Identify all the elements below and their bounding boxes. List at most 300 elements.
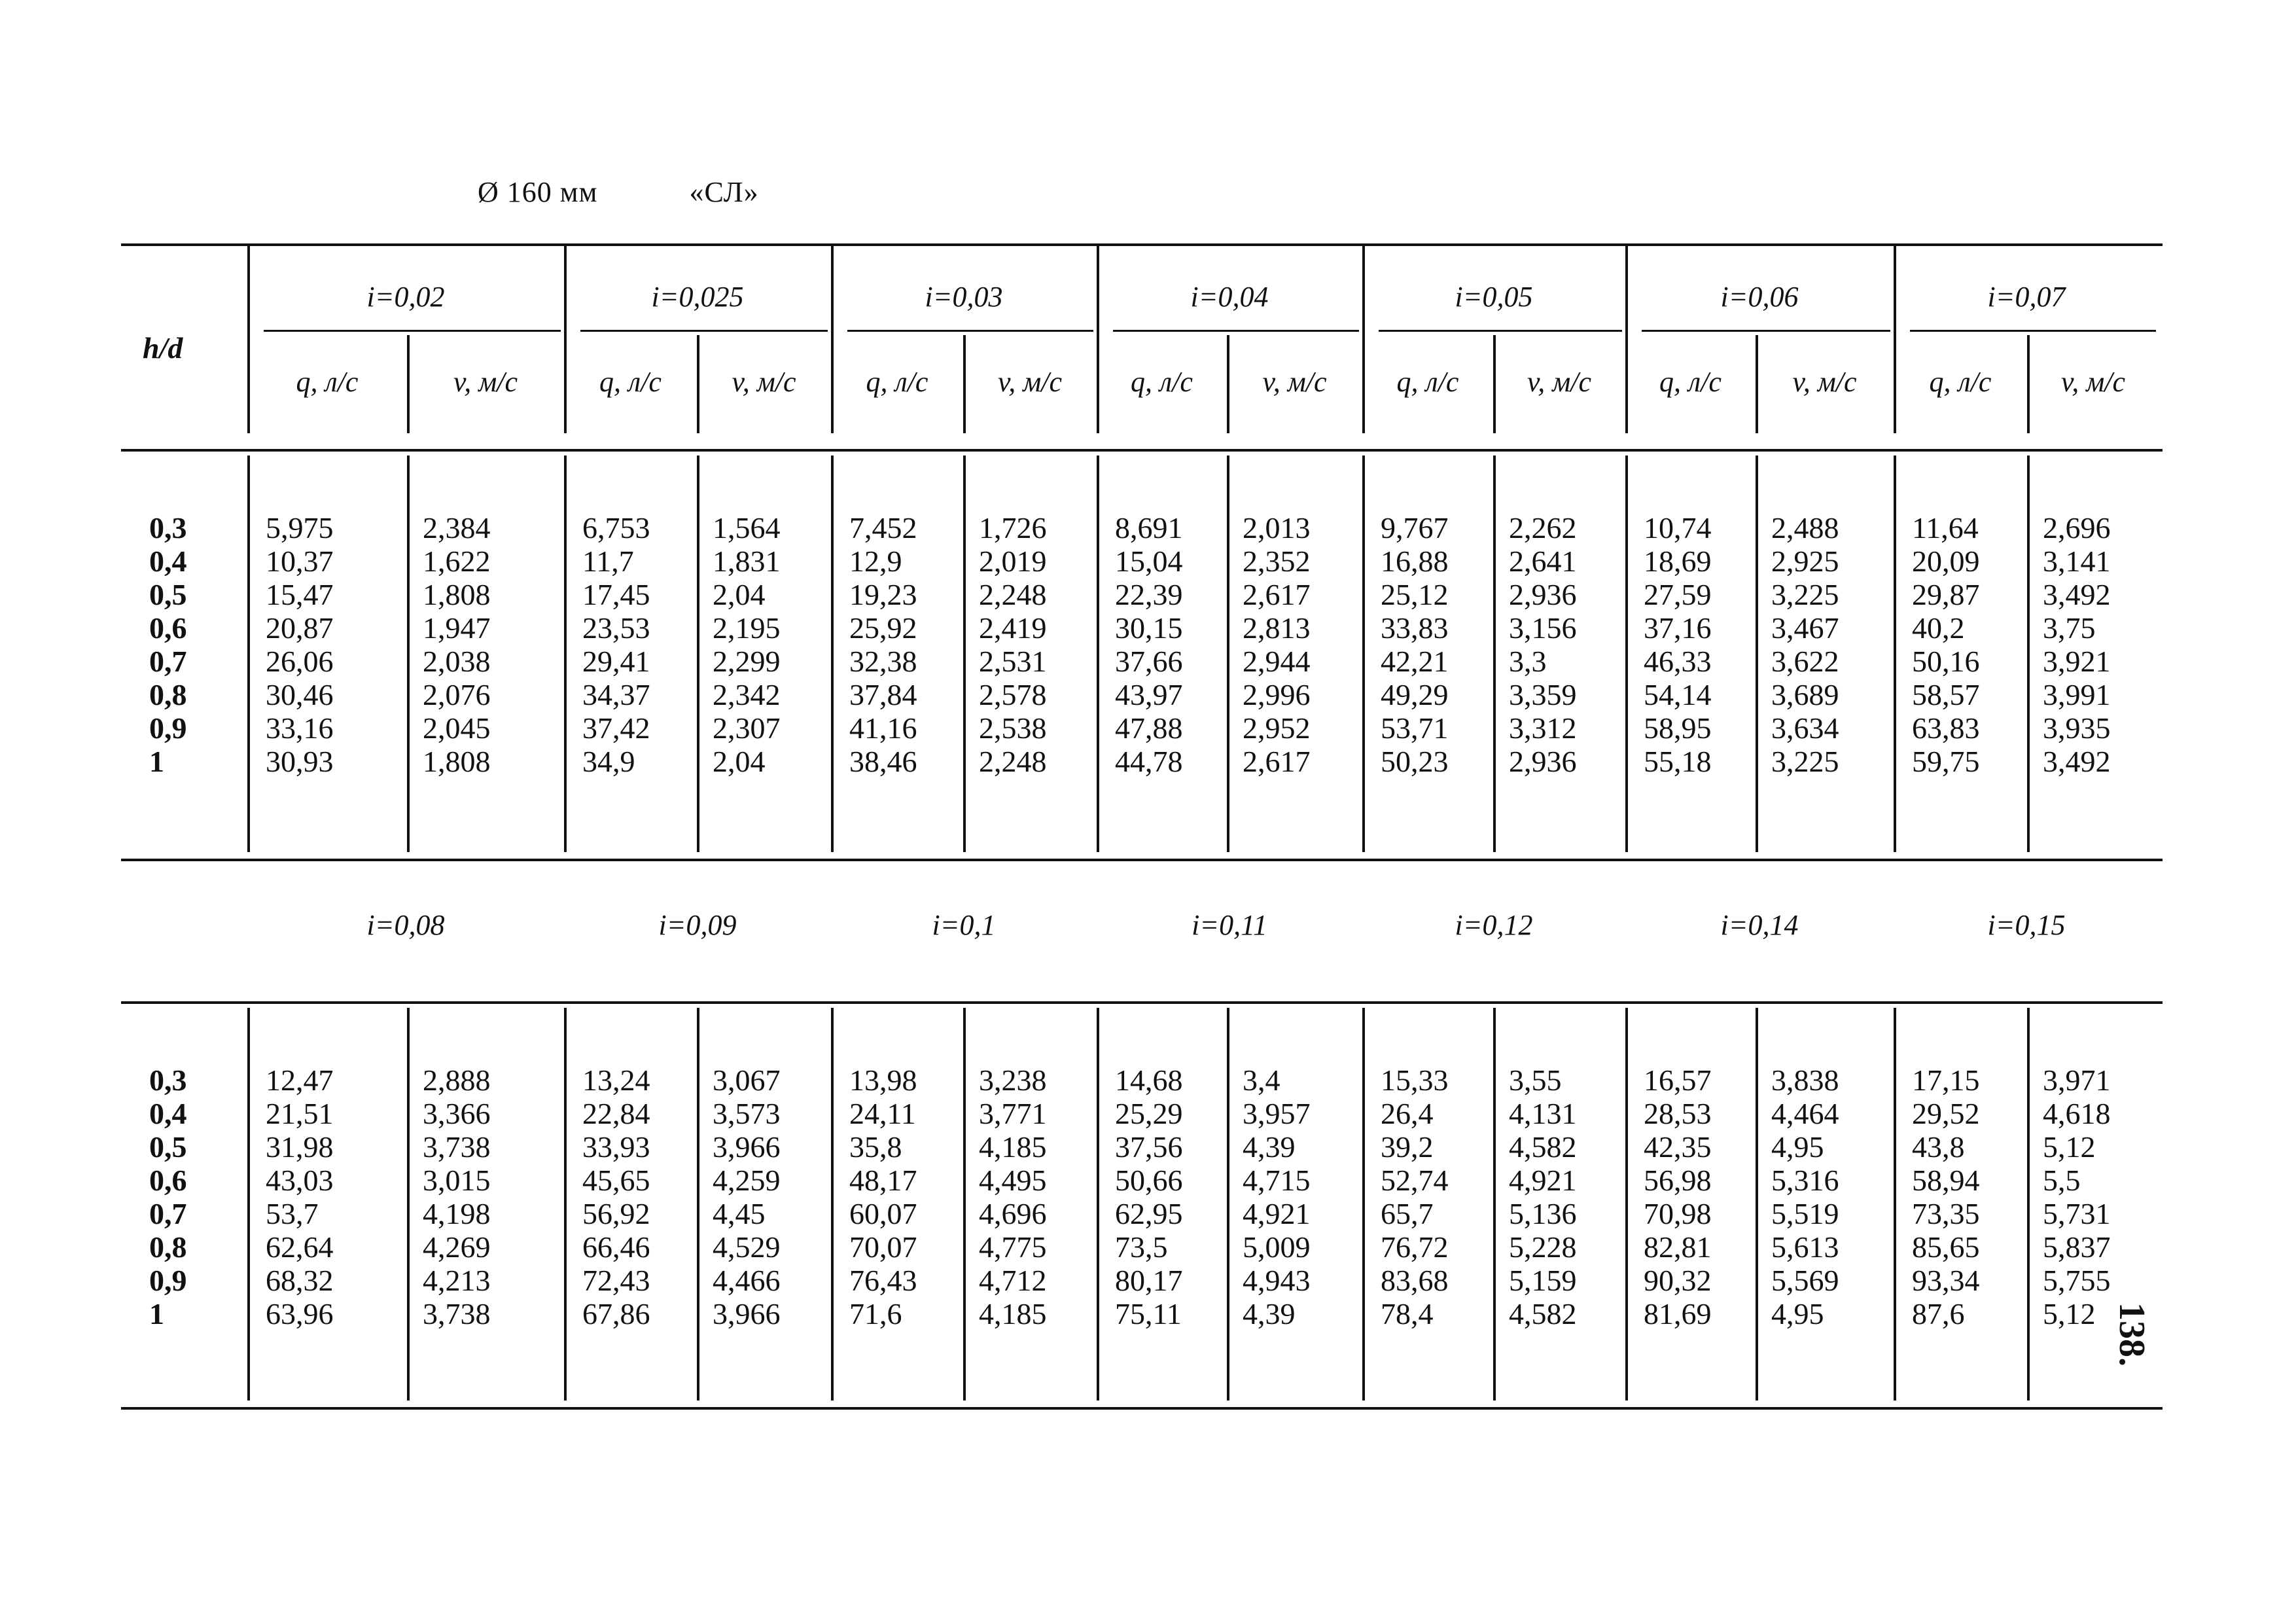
velocity-column: [1771, 511, 1839, 778]
column-divider: [1625, 455, 1628, 852]
table-cell: 93,34: [1912, 1264, 1980, 1297]
table-cell: 12,47: [266, 1063, 334, 1097]
table-cell: 25,12: [1381, 578, 1449, 611]
slope-header: i=0,15: [1987, 909, 2066, 941]
v-unit-header: v, м/с: [1262, 366, 1327, 398]
row-label: 1: [149, 745, 164, 778]
table-cell: 4,466: [713, 1264, 781, 1297]
velocity-column: [423, 511, 491, 778]
velocity-column: [1509, 1063, 1577, 1330]
slope-underline: [264, 330, 561, 332]
column-divider: [1227, 1008, 1229, 1400]
table-cell: 5,975: [266, 511, 334, 544]
slope-header: i=0,05: [1455, 281, 1533, 313]
table-cell: 3,067: [713, 1063, 781, 1097]
column-divider: [564, 1008, 567, 1400]
table-cell: 20,09: [1912, 544, 1980, 578]
table-cell: 24,11: [849, 1097, 916, 1130]
row-label: 0,7: [149, 645, 187, 678]
row-label: 0,4: [149, 544, 187, 578]
table-cell: 2,888: [423, 1063, 491, 1097]
table-cell: 43,8: [1912, 1130, 1965, 1164]
table-cell: 2,617: [1243, 745, 1311, 778]
table-cell: 3,921: [2043, 645, 2111, 678]
hd-header: h/d: [143, 331, 183, 365]
flow-column: [1912, 1063, 1980, 1330]
table-cell: 4,198: [423, 1197, 491, 1230]
column-divider: [1894, 1008, 1896, 1400]
table-cell: 5,731: [2043, 1197, 2111, 1230]
row-label: 0,4: [149, 1097, 187, 1130]
q-unit-header: q, л/с: [599, 366, 662, 398]
table-cell: 80,17: [1115, 1264, 1183, 1297]
table-cell: 70,98: [1644, 1197, 1712, 1230]
table-cell: 4,185: [979, 1297, 1047, 1330]
table-caption: [478, 175, 759, 209]
table-cell: 5,009: [1243, 1230, 1311, 1264]
table-cell: 2,531: [979, 645, 1047, 678]
table-cell: 2,538: [979, 711, 1047, 745]
velocity-column: [2043, 1063, 2111, 1330]
table-cell: 3,015: [423, 1164, 491, 1197]
table-cell: 3,971: [2043, 1063, 2111, 1097]
table-cell: 39,2: [1381, 1130, 1434, 1164]
table-cell: 15,33: [1381, 1063, 1449, 1097]
table-cell: 6,753: [582, 511, 650, 544]
table-cell: 2,952: [1243, 711, 1311, 745]
table-cell: 26,4: [1381, 1097, 1434, 1130]
table-cell: 62,64: [266, 1230, 334, 1264]
flow-column: [1912, 511, 1980, 778]
v-unit-header: v, м/с: [1527, 366, 1592, 398]
column-divider: [1625, 1008, 1628, 1400]
table-cell: 2,299: [713, 645, 781, 678]
table-cell: 5,136: [1509, 1197, 1577, 1230]
table-cell: 1,808: [423, 745, 491, 778]
table-cell: 2,262: [1509, 511, 1577, 544]
table-cell: 4,45: [713, 1197, 766, 1230]
table-cell: 3,966: [713, 1130, 781, 1164]
table-cell: 3,225: [1771, 578, 1839, 611]
table-cell: 5,519: [1771, 1197, 1839, 1230]
table-cell: 3,991: [2043, 678, 2111, 711]
column-divider: [963, 455, 966, 852]
table-cell: 4,464: [1771, 1097, 1839, 1130]
table-cell: 2,578: [979, 678, 1047, 711]
table-cell: 4,39: [1243, 1130, 1296, 1164]
table-cell: 33,93: [582, 1130, 650, 1164]
table-cell: 2,342: [713, 678, 781, 711]
table-cell: 18,69: [1644, 544, 1712, 578]
table-cell: 58,95: [1644, 711, 1712, 745]
table-cell: 71,6: [849, 1297, 902, 1330]
table-cell: 13,98: [849, 1063, 917, 1097]
table-cell: 65,7: [1381, 1197, 1434, 1230]
slope-header: i=0,03: [925, 281, 1003, 313]
table-cell: 67,86: [582, 1297, 650, 1330]
slope-header: i=0,1: [932, 909, 996, 941]
table-cell: 10,74: [1644, 511, 1712, 544]
table-cell: 3,738: [423, 1297, 491, 1330]
v-unit-header: v, м/с: [1792, 366, 1857, 398]
table-cell: 1,622: [423, 544, 491, 578]
table-cell: 53,71: [1381, 711, 1449, 745]
table-cell: 4,131: [1509, 1097, 1577, 1130]
table-cell: 4,921: [1243, 1197, 1311, 1230]
table-cell: 1,947: [423, 611, 491, 645]
row-label: 0,6: [149, 611, 187, 645]
slope-underline: [1642, 330, 1890, 332]
table-cell: 29,87: [1912, 578, 1980, 611]
table-cell: 8,691: [1115, 511, 1183, 544]
table-cell: 50,16: [1912, 645, 1980, 678]
table-cell: 82,81: [1644, 1230, 1712, 1264]
group-divider: [831, 243, 834, 433]
table-cell: 13,24: [582, 1063, 650, 1097]
table-cell: 3,771: [979, 1097, 1047, 1130]
row-label: 0,5: [149, 1130, 187, 1164]
table-cell: 3,359: [1509, 678, 1577, 711]
table-cell: 5,613: [1771, 1230, 1839, 1264]
table-cell: 29,41: [582, 645, 650, 678]
table-cell: 17,15: [1912, 1063, 1980, 1097]
group-divider: [564, 243, 567, 433]
header-divider: [2027, 335, 2030, 433]
table-cell: 3,573: [713, 1097, 781, 1130]
table-cell: 5,755: [2043, 1264, 2111, 1297]
table-cell: 2,488: [1771, 511, 1839, 544]
column-divider: [407, 455, 410, 852]
slope-header: i=0,02: [366, 281, 445, 313]
flow-column: [1115, 1063, 1183, 1330]
table-cell: 25,29: [1115, 1097, 1183, 1130]
table-cell: 7,452: [849, 511, 917, 544]
table-cell: 3,141: [2043, 544, 2111, 578]
slope-header: i=0,08: [366, 909, 445, 941]
table2-bottom-rule: [121, 1407, 2163, 1410]
row-label: 0,6: [149, 1164, 187, 1197]
table-cell: 83,68: [1381, 1264, 1449, 1297]
flow-column: [266, 511, 334, 778]
table-cell: 2,076: [423, 678, 491, 711]
flow-column: [1644, 511, 1712, 778]
table-cell: 3,838: [1771, 1063, 1839, 1097]
column-divider: [1493, 1008, 1496, 1400]
flow-column: [266, 1063, 334, 1330]
table-cell: 23,53: [582, 611, 650, 645]
table-cell: 4,529: [713, 1230, 781, 1264]
table-cell: 2,04: [713, 578, 766, 611]
column-divider: [2027, 455, 2030, 852]
table-cell: 4,582: [1509, 1130, 1577, 1164]
table-cell: 33,83: [1381, 611, 1449, 645]
q-unit-header: q, л/с: [1659, 366, 1722, 398]
table-cell: 30,46: [266, 678, 334, 711]
header-divider: [697, 335, 699, 433]
table-cell: 75,11: [1115, 1297, 1182, 1330]
group-divider: [1097, 243, 1099, 433]
column-divider: [1097, 455, 1099, 852]
table-cell: 16,88: [1381, 544, 1449, 578]
row-label: 0,9: [149, 711, 187, 745]
table-cell: 81,69: [1644, 1297, 1712, 1330]
table-cell: 22,39: [1115, 578, 1183, 611]
table-cell: 17,45: [582, 578, 650, 611]
table-cell: 4,696: [979, 1197, 1047, 1230]
slope-underline: [580, 330, 828, 332]
table-cell: 2,419: [979, 611, 1047, 645]
table-cell: 2,013: [1243, 511, 1311, 544]
table-cell: 3,3: [1509, 645, 1547, 678]
table-cell: 50,66: [1115, 1164, 1183, 1197]
group-divider: [1362, 243, 1365, 433]
table-cell: 44,78: [1115, 745, 1183, 778]
row-label: 1: [149, 1297, 164, 1330]
velocity-column: [979, 1063, 1047, 1330]
table-cell: 4,213: [423, 1264, 491, 1297]
row-label: 0,8: [149, 1230, 187, 1264]
row-label: 0,7: [149, 1197, 187, 1230]
group-divider: [1894, 243, 1896, 433]
table-cell: 4,715: [1243, 1164, 1311, 1197]
table-cell: 21,51: [266, 1097, 334, 1130]
table-cell: 4,943: [1243, 1264, 1311, 1297]
table-cell: 37,56: [1115, 1130, 1183, 1164]
table-cell: 37,66: [1115, 645, 1183, 678]
v-unit-header: v, м/с: [2060, 366, 2126, 398]
diameter-label: Ø 160 мм: [478, 176, 598, 208]
table-cell: 56,98: [1644, 1164, 1712, 1197]
table-cell: 11,7: [582, 544, 634, 578]
q-unit-header: q, л/с: [866, 366, 928, 398]
table-cell: 34,9: [582, 745, 635, 778]
table-cell: 66,46: [582, 1230, 650, 1264]
table-cell: 3,966: [713, 1297, 781, 1330]
table-bottom-rule: [121, 859, 2163, 861]
table-cell: 3,4: [1243, 1063, 1280, 1097]
row-labels: [149, 1063, 187, 1330]
column-divider: [1097, 1008, 1099, 1400]
table-cell: 3,75: [2043, 611, 2096, 645]
table-cell: 90,32: [1644, 1264, 1712, 1297]
flow-column: [1115, 511, 1183, 778]
table-cell: 9,767: [1381, 511, 1449, 544]
slope-header: i=0,025: [651, 281, 744, 313]
table-cell: 72,43: [582, 1264, 650, 1297]
column-divider: [1227, 455, 1229, 852]
flow-column: [582, 1063, 650, 1330]
table-cell: 3,225: [1771, 745, 1839, 778]
table-cell: 3,55: [1509, 1063, 1562, 1097]
table-cell: 45,65: [582, 1164, 650, 1197]
table-cell: 25,92: [849, 611, 917, 645]
row-label: 0,5: [149, 578, 187, 611]
table-cell: 5,569: [1771, 1264, 1839, 1297]
slope-underline: [1379, 330, 1622, 332]
table-cell: 76,43: [849, 1264, 917, 1297]
column-divider: [963, 1008, 966, 1400]
velocity-column: [1771, 1063, 1839, 1330]
table-cell: 1,564: [713, 511, 781, 544]
v-unit-header: v, м/с: [732, 366, 796, 398]
column-divider: [831, 455, 834, 852]
row-labels: [149, 511, 187, 778]
table-cell: 87,6: [1912, 1297, 1965, 1330]
flow-column: [1381, 1063, 1449, 1330]
slope-underline: [847, 330, 1093, 332]
table-cell: 2,248: [979, 578, 1047, 611]
velocity-column: [713, 511, 781, 778]
group-divider: [247, 243, 250, 433]
table-cell: 1,726: [979, 511, 1047, 544]
header-bottom-rule: [121, 449, 2163, 452]
slope-header: i=0,09: [658, 909, 737, 941]
v-unit-header: v, м/с: [453, 366, 518, 398]
table-cell: 4,269: [423, 1230, 491, 1264]
table-cell: 3,366: [423, 1097, 491, 1130]
table-cell: 15,47: [266, 578, 334, 611]
column-divider: [247, 1008, 250, 1400]
table-cell: 4,95: [1771, 1130, 1824, 1164]
velocity-column: [1509, 511, 1577, 778]
table2-top-rule: [121, 1001, 2163, 1004]
table-cell: 46,33: [1644, 645, 1712, 678]
slope-header: i=0,14: [1720, 909, 1799, 941]
column-divider: [1756, 455, 1758, 852]
table-cell: 32,38: [849, 645, 917, 678]
table-cell: 4,921: [1509, 1164, 1577, 1197]
table-cell: 2,936: [1509, 745, 1577, 778]
table-cell: 3,957: [1243, 1097, 1311, 1130]
table-cell: 4,712: [979, 1264, 1047, 1297]
column-divider: [697, 455, 699, 852]
table-cell: 5,5: [2043, 1164, 2081, 1197]
table-cell: 1,808: [423, 578, 491, 611]
table-cell: 4,618: [2043, 1097, 2111, 1130]
table-cell: 16,57: [1644, 1063, 1712, 1097]
table-cell: 2,696: [2043, 511, 2111, 544]
table-cell: 28,53: [1644, 1097, 1712, 1130]
table-cell: 52,74: [1381, 1164, 1449, 1197]
table-cell: 2,307: [713, 711, 781, 745]
table-cell: 5,316: [1771, 1164, 1839, 1197]
column-divider: [697, 1008, 699, 1400]
table-cell: 20,87: [266, 611, 334, 645]
table-cell: 3,622: [1771, 645, 1839, 678]
v-unit-header: v, м/с: [997, 366, 1063, 398]
column-divider: [1894, 455, 1896, 852]
table-cell: 3,238: [979, 1063, 1047, 1097]
table-cell: 3,634: [1771, 711, 1839, 745]
table-cell: 4,259: [713, 1164, 781, 1197]
table-cell: 4,775: [979, 1230, 1047, 1264]
velocity-column: [1243, 511, 1311, 778]
table-cell: 34,37: [582, 678, 650, 711]
table-cell: 26,06: [266, 645, 334, 678]
table-cell: 49,29: [1381, 678, 1449, 711]
table-cell: 5,12: [2043, 1130, 2096, 1164]
header-divider: [1756, 335, 1758, 433]
table-cell: 2,641: [1509, 544, 1577, 578]
table-cell: 48,17: [849, 1164, 917, 1197]
column-divider: [1362, 455, 1365, 852]
table-cell: 10,37: [266, 544, 334, 578]
table-cell: 3,467: [1771, 611, 1839, 645]
table-cell: 43,03: [266, 1164, 334, 1197]
velocity-column: [423, 1063, 491, 1330]
table-cell: 33,16: [266, 711, 334, 745]
column-divider: [1756, 1008, 1758, 1400]
table-cell: 3,738: [423, 1130, 491, 1164]
page-number: 138.: [2111, 1302, 2152, 1366]
table-cell: 29,52: [1912, 1097, 1980, 1130]
table-cell: 5,837: [2043, 1230, 2111, 1264]
table-cell: 68,32: [266, 1264, 334, 1297]
table-cell: 2,195: [713, 611, 781, 645]
velocity-column: [713, 1063, 781, 1330]
table-cell: 70,07: [849, 1230, 917, 1264]
table-cell: 63,96: [266, 1297, 334, 1330]
table-cell: 5,12: [2043, 1297, 2096, 1330]
table-cell: 3,689: [1771, 678, 1839, 711]
slope-header: i=0,11: [1192, 909, 1267, 941]
table-cell: 62,95: [1115, 1197, 1183, 1230]
table-cell: 59,75: [1912, 745, 1980, 778]
table-cell: 2,038: [423, 645, 491, 678]
table-cell: 53,7: [266, 1197, 319, 1230]
table-cell: 22,84: [582, 1097, 650, 1130]
table-cell: 30,15: [1115, 611, 1183, 645]
table-cell: 19,23: [849, 578, 917, 611]
velocity-column: [979, 511, 1047, 778]
table-cell: 5,159: [1509, 1264, 1577, 1297]
q-unit-header: q, л/с: [1929, 366, 1992, 398]
table-cell: 85,65: [1912, 1230, 1980, 1264]
table-cell: 47,88: [1115, 711, 1183, 745]
table-cell: 73,5: [1115, 1230, 1168, 1264]
table-cell: 27,59: [1644, 578, 1712, 611]
table-cell: 4,582: [1509, 1297, 1577, 1330]
q-unit-header: q, л/с: [1396, 366, 1459, 398]
table-cell: 76,72: [1381, 1230, 1449, 1264]
table-cell: 54,14: [1644, 678, 1712, 711]
slope-underline: [1910, 330, 2156, 332]
table-cell: 42,21: [1381, 645, 1449, 678]
table-cell: 15,04: [1115, 544, 1183, 578]
slope-header: i=0,12: [1455, 909, 1533, 941]
table-cell: 5,228: [1509, 1230, 1577, 1264]
table-cell: 37,42: [582, 711, 650, 745]
header-divider: [1493, 335, 1496, 433]
table-cell: 58,94: [1912, 1164, 1980, 1197]
table-cell: 30,93: [266, 745, 334, 778]
table-cell: 11,64: [1912, 511, 1979, 544]
pipe-type-label: «СЛ»: [689, 176, 759, 208]
table-cell: 43,97: [1115, 678, 1183, 711]
table-cell: 63,83: [1912, 711, 1980, 745]
table-cell: 3,156: [1509, 611, 1577, 645]
table-cell: 2,944: [1243, 645, 1311, 678]
row-label: 0,8: [149, 678, 187, 711]
column-divider: [2027, 1008, 2030, 1400]
header-divider: [963, 335, 966, 433]
table-cell: 31,98: [266, 1130, 334, 1164]
table-cell: 2,045: [423, 711, 491, 745]
row-label: 0,3: [149, 511, 187, 544]
table-cell: 12,9: [849, 544, 902, 578]
table-cell: 2,248: [979, 745, 1047, 778]
table-cell: 58,57: [1912, 678, 1980, 711]
